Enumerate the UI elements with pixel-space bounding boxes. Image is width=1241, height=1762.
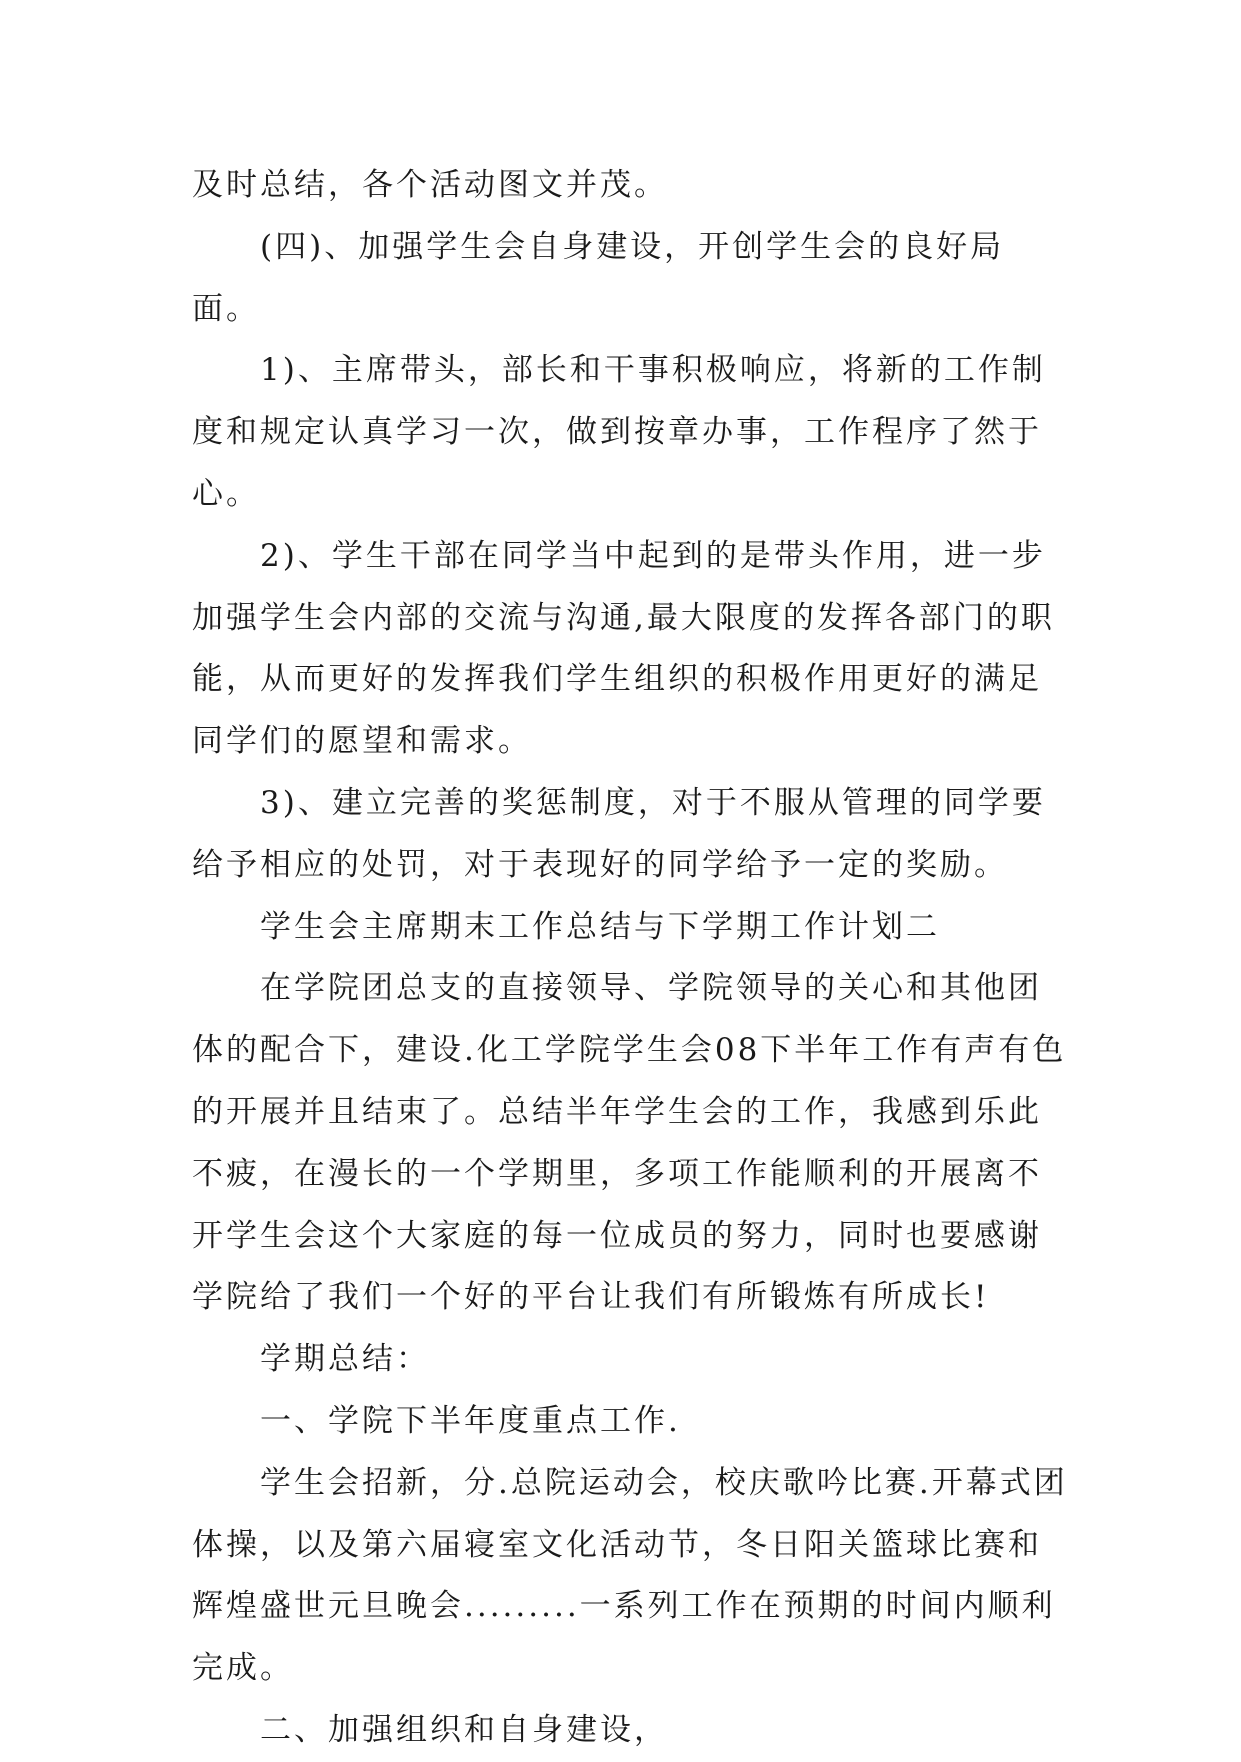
paragraph-summary-tail: 及时总结，各个活动图文并茂。	[192, 167, 668, 203]
paragraph-section-one-body: 学生会招新，分.总院运动会，校庆歌吟比赛.开幕式团体操，以及第六届寝室文化活动节，冬日阳关篮球比赛和辉煌盛世元旦晚会.........一系列工作在预期的时间内顺利完成。	[192, 1464, 1068, 1687]
paragraph-section-two-heading: 二、加强组织和自身建设，	[260, 1711, 668, 1748]
paragraph-section-four-heading: (四)、加强学生会自身建设，开创学生会的良好局面。	[192, 228, 1005, 327]
paragraph-term-summary-heading: 学期总结：	[260, 1341, 430, 1378]
paragraph-section-one-heading: 一、学院下半年度重点工作.	[260, 1402, 681, 1439]
document-page	[192, 155, 1072, 1762]
document-title-two: 学生会主席期末工作总结与下学期工作计划二	[260, 908, 940, 945]
paragraph-item-1: 1)、主席带头，部长和干事积极响应，将新的工作制度和规定认真学习一次，做到按章办事，工作程序了然于心。	[192, 352, 1046, 512]
paragraph-item-3: 3)、建立完善的奖惩制度，对于不服从管理的同学要给予相应的处罚，对于表现好的同学给予一定的奖励。	[192, 784, 1046, 883]
paragraph-intro: 在学院团总支的直接领导、学院领导的关心和其他团体的配合下，建设.化工学院学生会08下半年工作有声有色的开展并且结束了。总结半年学生会的工作，我感到乐此不疲，在漫长的一个学期里，多项工作能顺利的开展离不开学生会这个大家庭的每一位成员的努力，同时也要感谢学院给了我们一个好的平台让我们有所锻炼有所成长!	[192, 970, 1067, 1316]
paragraph-item-2: 2)、学生干部在同学当中起到的是带头作用，进一步加强学生会内部的交流与沟通,最大限度的发挥各部门的职能，从而更好的发挥我们学生组织的积极作用更好的满足同学们的愿望和需求。	[192, 537, 1055, 760]
